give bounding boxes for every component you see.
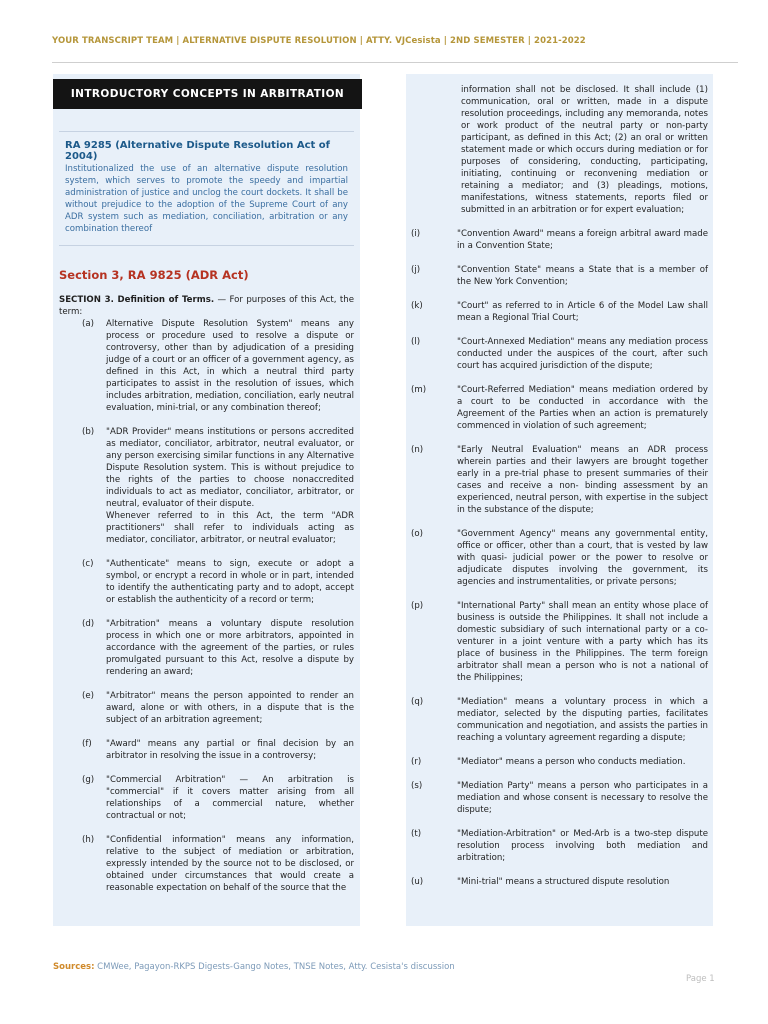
definition-text: "Convention Award" means a foreign arbitral award made in a Convention State; [457, 229, 708, 251]
definition-text: "Mediation" means a voluntary process in which a mediator, selected by the disputing parties, facilitates communication and negotiation, and assists the parties in reaching a voluntary agreement regarding a dispute; [457, 697, 708, 743]
definition-item [410, 696, 708, 744]
definition-text: "Arbitrator" means the person appointed to render an award, alone or with others, in a dispute that is the subject of an arbitration agreement; [106, 691, 354, 725]
definition-label: (s) [411, 781, 423, 791]
definition-text: "Award" means any partial or final decision by an arbitrator in resolving the issue in a controversy; [106, 739, 354, 761]
definition-item [82, 690, 354, 726]
definition-label: (q) [411, 697, 424, 707]
definition-text: "Court-Annexed Mediation" means any mediation process conducted under the auspices of the court, after such court has acquired jurisdiction of the dispute; [457, 337, 708, 371]
definition-text: "Mediation Party" means a person who participates in a mediation and whose consent is necessary to resolve the dispute; [457, 781, 708, 815]
ra-box-title: RA 9285 (Alternative Dispute Resolution Act of 2004) [65, 140, 331, 162]
definition-item [410, 756, 708, 768]
definition-text: "Government Agency" means any governmental entity, office or officer, other than a court, that is vested by law with quasi- judicial power or the power to resolve or adjudicate disputes involving the government, its agencies and instrumentalities, or private persons; [457, 529, 708, 587]
definition-item [410, 264, 708, 288]
definition-label: (b) [82, 427, 95, 437]
definition-label: (j) [411, 265, 421, 275]
ra-9285-box [59, 131, 354, 246]
page-number: Page 1 [686, 974, 715, 984]
section-banner: INTRODUCTORY CONCEPTS IN ARBITRATION [53, 79, 362, 109]
definition-item [410, 444, 708, 516]
definition-text: "Mediation-Arbitration" or Med-Arb is a two-step dispute resolution process involving both mediation and arbitration; [457, 829, 708, 863]
right-column [406, 74, 713, 926]
definition-text-extra: Whenever referred to in this Act, the term "ADR practitioners" shall refer to individuals acting as mediator, conciliator, arbitrator, or neutral evaluator; [106, 511, 354, 545]
definition-item [410, 828, 708, 864]
definition-item [410, 528, 708, 588]
definition-item [410, 600, 708, 684]
definition-label: (p) [411, 601, 424, 611]
definition-text: Alternative Dispute Resolution System" means any process or procedure used to resolve a dispute or controversy, other than by adjudication of a presiding judge of a court or an officer of a government agency, as defined in this Act, in which a neutral third party participates to assist in the resolution of issues, which includes arbitration, mediation, conciliation, early neutral evaluation, mini-trial, or any combination thereof; [106, 319, 354, 413]
definition-item [410, 780, 708, 816]
definition-label: (r) [411, 757, 422, 767]
sources-text: CMWee, Pagayon-RKPS Digests-Gango Notes, TNSE Notes, Atty. Cesista's discussion [94, 962, 455, 972]
definition-text: "Commercial Arbitration" — An arbitration is "commercial" if it covers matter arising from all relationships of a commercial nature, whether contractual or not; [106, 775, 354, 821]
left-terms-list [59, 318, 354, 894]
definition-text: "Convention State" means a State that is a member of the New York Convention; [457, 265, 708, 287]
definition-text: "Authenticate" means to sign, execute or adopt a symbol, or encrypt a record in whole or in part, intended to identify the authenticating party and to adopt, accept or establish the authenticity of a record or term; [106, 559, 354, 605]
definition-item [410, 384, 708, 432]
definition-item [410, 876, 708, 888]
definition-label: (t) [411, 829, 422, 839]
left-column [53, 74, 360, 926]
definition-label: (k) [411, 301, 423, 311]
section-heading: Section 3, RA 9825 (ADR Act) [59, 268, 249, 282]
definition-continued-text: information shall not be disclosed. It shall include (1) communication, oral or written, made in a dispute resolution proceedings, including any memoranda, notes or work product of the neutral party or non-party participant, as defined in this Act; (2) an oral or written statement made or which occurs during mediation or for purposes of considering, conducting, participating, initiating, continuing or reconvening mediation or retaining a mediator; and (3) pleadings, motions, manifestations, witness statements, reports filed or submitted in an arbitration or for expert evaluation; [461, 85, 708, 215]
definition-label: (m) [411, 385, 427, 395]
definition-text-block [106, 426, 354, 546]
definition-item [82, 318, 354, 414]
definition-label: (a) [82, 319, 94, 329]
definition-text: "Court" as referred to in Article 6 of the Model Law shall mean a Regional Trial Court; [457, 301, 708, 323]
definition-item [82, 426, 354, 546]
definition-item [410, 336, 708, 372]
definition-item [82, 834, 354, 894]
definition-label: (h) [82, 835, 95, 845]
definition-label: (d) [82, 619, 95, 629]
section-intro [59, 294, 354, 318]
definition-item [82, 738, 354, 762]
definition-item [82, 558, 354, 606]
footer-sources [53, 962, 455, 972]
definition-label: (n) [411, 445, 424, 455]
definition-label: (e) [82, 691, 94, 701]
definition-label: (i) [411, 229, 421, 239]
definition-label: (c) [82, 559, 94, 569]
ra-box-body: Institutionalized the use of an alternative dispute resolution system, which serves to promote the speedy and impartial administration of justice and unclog the court dockets. It shall be without prejudice to the adoption of the Supreme Court of any ADR system such as mediation, conciliation, arbitration or any combination thereof [65, 164, 348, 234]
definition-text: "ADR Provider" means institutions or persons accredited as mediator, conciliator, arbitrator, neutral evaluator, or any person exercising similar functions in any Alternative Dispute Resolution system. This is without prejudice to the rights of the parties to choose nonaccredited individuals to act as mediator, conciliator, arbitrator, or neutral, evaluator of their dispute. [106, 427, 354, 509]
definition-item [82, 774, 354, 822]
definition-item [82, 618, 354, 678]
definition-text: "Confidential information" means any information, relative to the subject of mediation or arbitration, expressly intended by the source not to be disclosed, or obtained under circumstances that would create a reasonable expectation on behalf of the source that the [106, 835, 354, 893]
definition-item [410, 300, 708, 324]
definition-text: "Mini-trial" means a structured dispute resolution [457, 877, 670, 887]
header-divider [52, 62, 738, 63]
definition-item [410, 228, 708, 252]
definition-text: "Court-Referred Mediation" means mediation ordered by a court to be conducted in accordance with the Agreement of the Parties when an action is prematurely commenced in violation of such agreement; [457, 385, 708, 431]
definition-text: "Arbitration" means a voluntary dispute resolution process in which one or more arbitrators, appointed in accordance with the agreement of the parties, or rules promulgated pursuant to this Act, resolve a dispute by rendering an award; [106, 619, 354, 677]
definition-text: "Mediator" means a person who conducts mediation. [457, 757, 686, 767]
page-header: YOUR TRANSCRIPT TEAM | ALTERNATIVE DISPUTE RESOLUTION | ATTY. VJCesista | 2ND SEMESTER | 2021-2022 [52, 36, 586, 46]
section-intro-bold: SECTION 3. Definition of Terms. [59, 295, 215, 305]
right-terms-list [410, 228, 708, 888]
section-intro-rest: — For purposes of this Act, the term: [59, 295, 355, 317]
definition-label: (l) [411, 337, 421, 347]
definition-text: "International Party" shall mean an entity whose place of business is outside the Philippines. It shall not include a domestic subsidiary of such international party or a co-venturer in a joint venture with a party which has its place of business in the Philippines. The term foreign arbitrator shall mean a person who is not a national of the Philippines; [457, 601, 708, 683]
definition-text: "Early Neutral Evaluation" means an ADR process wherein parties and their lawyers are brought together early in a pre-trial phase to present summaries of their cases and receive a non- binding assessment by an experienced, neutral person, with expertise in the subject in the substance of the dispute; [457, 445, 708, 515]
definition-label: (u) [411, 877, 424, 887]
definition-label: (f) [82, 739, 92, 749]
sources-label: Sources: [53, 962, 95, 972]
definition-label: (g) [82, 775, 95, 785]
definition-label: (o) [411, 529, 423, 539]
